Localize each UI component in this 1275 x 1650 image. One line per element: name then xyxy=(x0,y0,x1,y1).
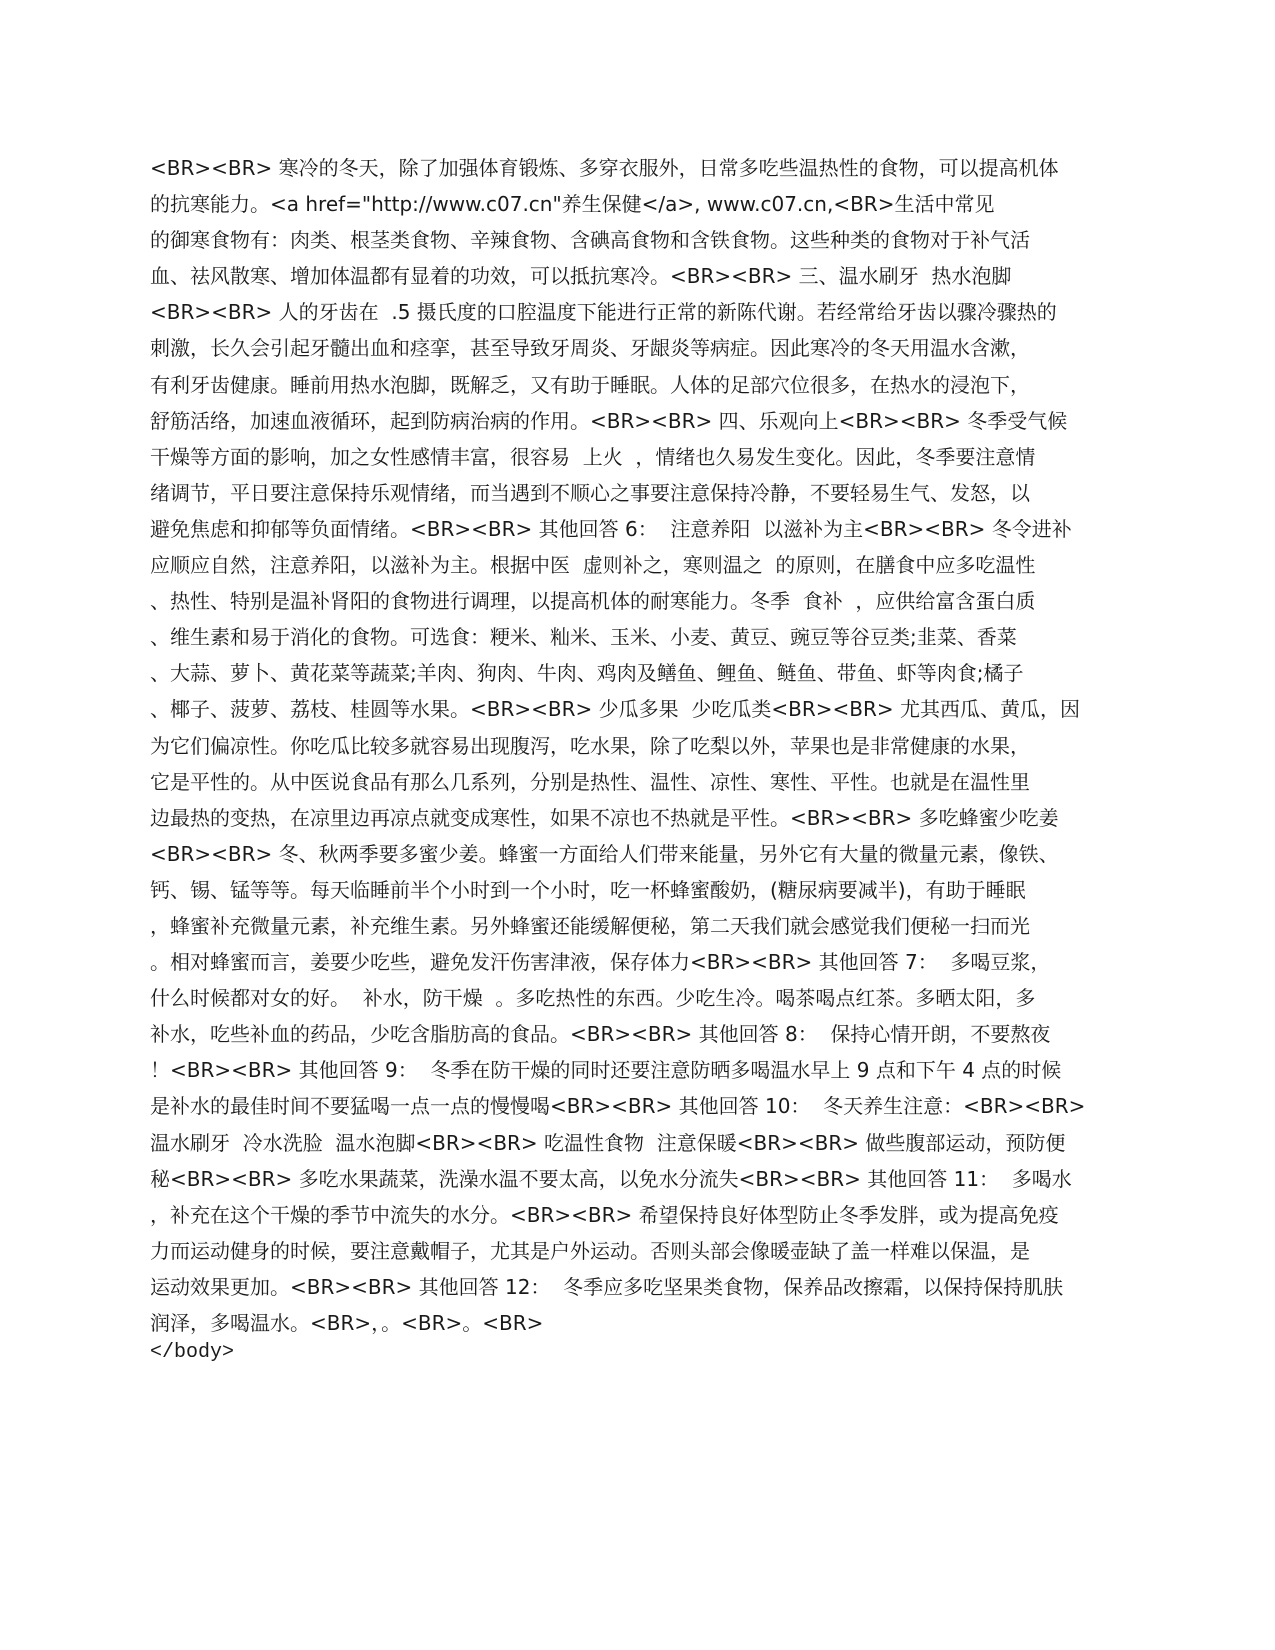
text-line: 。相对蜂蜜而言，姜要少吃些，避免发汗伤害津液，保存体力<BR><BR> 其他回答 7： 多喝豆浆， xyxy=(150,950,1051,975)
text-line: ，补充在这个干燥的季节中流失的水分。<BR><BR> 希望保持良好体型防止冬季发胖，或为提高免疫 xyxy=(150,1202,1059,1227)
text-line: 边最热的变热，在凉里边再凉点就变成寒性，如果不凉也不热就是平性。<BR><BR> 多吃蜂蜜少吃姜 xyxy=(150,805,1059,830)
text-line: 应顺应自然，注意养阳，以滋补为主。根据中医 虚则补之，寒则温之 的原则，在膳食中应多吃温性 xyxy=(150,553,1036,578)
text-line: 、椰子、菠萝、荔枝、桂圆等水果。<BR><BR> 少瓜多果 少吃瓜类<BR><BR> 尤其西瓜、黄瓜，因 xyxy=(150,697,1080,722)
text-line: 是补水的最佳时间不要猛喝一点一点的慢慢喝<BR><BR> 其他回答 10： 冬天养生注意：<BR><BR> xyxy=(150,1094,1086,1119)
text-line: <BR><BR> 寒冷的冬天，除了加强体育锻炼、多穿衣服外，日常多吃些温热性的食物，可以提高机体 xyxy=(150,156,1059,180)
text-line: 、大蒜、萝卜、黄花菜等蔬菜;羊肉、狗肉、牛肉、鸡肉及鳝鱼、鲤鱼、鲢鱼、带鱼、虾等肉食;橘子 xyxy=(150,661,1024,686)
text-line: 润泽，多喝温水。<BR>，。<BR>。<BR> xyxy=(150,1311,544,1335)
text-line: 温水刷牙 冷水洗脸 温水泡脚<BR><BR> 吃温性食物 注意保暖<BR><BR> 做些腹部运动，预防便 xyxy=(150,1130,1066,1155)
text-line: 钙、锡、锰等等。每天临睡前半个小时到一个小时，吃一杯蜂蜜酸奶，(糖尿病要减半)，有助于睡眠 xyxy=(150,877,1026,902)
text-line: 血、祛风散寒、增加体温都有显着的功效，可以抵抗寒冷。<BR><BR> 三、温水刷牙 热水泡脚 xyxy=(150,264,1012,289)
text-line: 它是平性的。从中医说食品有那么几系列，分别是热性、温性、凉性、寒性、平性。也就是在温性里 xyxy=(150,769,1030,794)
document-page xyxy=(150,150,1130,1365)
text-line: 、维生素和易于消化的食物。可选食：粳米、籼米、玉米、小麦、黄豆、豌豆等谷豆类;韭菜、香菜 xyxy=(150,625,1017,650)
text-line: 刺激，长久会引起牙髓出血和痉挛，甚至导致牙周炎、牙龈炎等病症。因此寒冷的冬天用温水含漱， xyxy=(150,336,1030,361)
text-line: 的御寒食物有：肉类、根茎类食物、辛辣食物、含碘高食物和含铁食物。这些种类的食物对于补气活 xyxy=(150,228,1030,253)
text-line: 绪调节，平日要注意保持乐观情绪，而当遇到不顺心之事要注意保持冷静，不要轻易生气、发怒，以 xyxy=(150,480,1030,505)
text-line: <BR><BR> 人的牙齿在 .5 摄氏度的口腔温度下能进行正常的新陈代谢。若经常给牙齿以骤冷骤热的 xyxy=(150,300,1057,325)
text-line: 的抗寒能力。<a href="http://www.c07.cn"养生保健</a>, www.c07.cn,<BR>生活中常见 xyxy=(150,192,995,217)
text-line: 舒筋活络，加速血液循环，起到防病治病的作用。<BR><BR> 四、乐观向上<BR><BR> 冬季受气候 xyxy=(150,408,1068,433)
text-line: 补水，吃些补血的药品，少吃含脂肪高的食品。<BR><BR> 其他回答 8： 保持心情开朗，不要熬夜 xyxy=(150,1022,1051,1047)
text-line: ，蜂蜜补充微量元素，补充维生素。另外蜂蜜还能缓解便秘，第二天我们就会感觉我们便秘一扫而光 xyxy=(150,913,1030,938)
text-line: 为它们偏凉性。你吃瓜比较多就容易出现腹泻，吃水果，除了吃梨以外，苹果也是非常健康的水果， xyxy=(150,733,1030,758)
text-line: <BR><BR> 冬、秋两季要多蜜少姜。蜂蜜一方面给人们带来能量，另外它有大量的微量元素，像铁、 xyxy=(150,841,1059,866)
text-line: 什么时候都对女的好。 补水，防干燥 。多吃热性的东西。少吃生冷。喝茶喝点红茶。多晒太阳，多 xyxy=(150,986,1036,1011)
closing-tag-text: </body> xyxy=(150,1341,235,1365)
text-line: 力而运动健身的时候，要注意戴帽子，尤其是户外运动。否则头部会像暖壶缺了盖一样难以保温，是 xyxy=(150,1238,1030,1263)
text-line: 有利牙齿健康。睡前用热水泡脚，既解乏，又有助于睡眠。人体的足部穴位很多，在热水的浸泡下， xyxy=(150,372,1030,397)
text-line: 运动效果更加。<BR><BR> 其他回答 12： 冬季应多吃坚果类食物，保养品改擦霜，以保持保持肌肤 xyxy=(150,1274,1064,1299)
text-line: 、热性、特别是温补肾阳的食物进行调理，以提高机体的耐寒能力。冬季 食补 ，应供给富含蛋白质 xyxy=(150,589,1036,614)
text-line: 避免焦虑和抑郁等负面情绪。<BR><BR> 其他回答 6： 注意养阳 以滋补为主<BR><BR> 冬令进补 xyxy=(150,516,1072,541)
text-line: 干燥等方面的影响，加之女性感情丰富，很容易 上火 ，情绪也久易发生变化。因此，冬季要注意情 xyxy=(150,444,1036,469)
text-line: ！<BR><BR> 其他回答 9： 冬季在防干燥的同时还要注意防晒多喝温水早上 9 点和下午 4 点的时候 xyxy=(150,1058,1062,1083)
text-line: 秘<BR><BR> 多吃水果蔬菜，洗澡水温不要太高，以免水分流失<BR><BR> 其他回答 11： 多喝水 xyxy=(150,1166,1072,1191)
